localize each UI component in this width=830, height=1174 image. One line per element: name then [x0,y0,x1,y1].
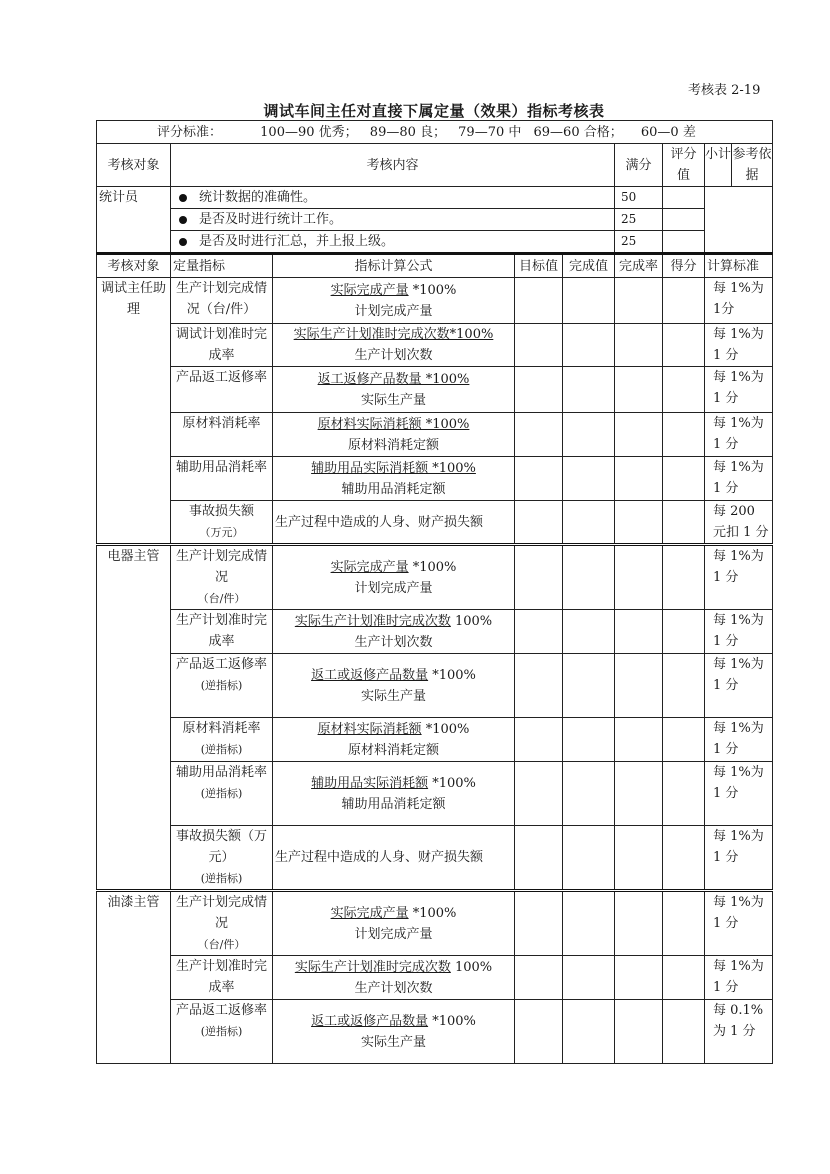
formula-fraction [295,611,492,653]
indicator-label: 产品返工返修率 [175,657,267,672]
indicator-note: (逆指标) [200,1025,243,1038]
indicator-name [171,762,273,826]
stat-item [171,231,615,254]
indicator-note: (逆指标) [200,787,243,800]
formula-multiplier: 100% [450,959,493,975]
actual-value [563,501,615,545]
form-number: 考核表 2-19 [688,83,761,98]
indicator-name [171,545,273,610]
formula-fraction [331,280,457,322]
grade-pass: 69—60 合格； [533,124,623,140]
target-value [515,457,563,501]
indicator-label: 原材料消耗率 [182,416,261,431]
formula [273,762,515,826]
completion-rate [615,1000,663,1064]
completion-rate [615,367,663,413]
header-subtotal: 小计 [705,147,732,162]
actual-value [563,1000,615,1064]
formula [273,1000,515,1064]
actual-value [563,762,615,826]
actual-value [563,654,615,718]
indicator-row [97,501,773,545]
formula-multiplier: *100% [408,559,457,575]
score-value [663,501,705,545]
stat-object: 统计员 [97,187,171,254]
bullet-icon [179,238,187,246]
formula-denominator: 生产计划次数 [354,634,433,650]
calc-standard: 每 1%为 1 分 [705,457,773,501]
header-reference: 参考依据 [731,144,772,186]
header-target: 目标值 [515,254,563,278]
indicator-row [97,457,773,501]
stat-item-text: 是否及时进行统计工作。 [199,212,343,227]
formula-fraction [331,903,457,945]
completion-rate [615,610,663,654]
bullet-icon [179,194,187,202]
formula-denominator: 计划完成产量 [354,303,433,319]
indicator-row [97,762,773,826]
score-value [663,324,705,367]
calc-standard: 每 200 元扣 1 分 [705,501,773,545]
indicator-label: 生产计划完成情况（台/件） [175,281,267,317]
formula-fraction [311,665,476,707]
score-value [663,891,705,956]
grade-poor: 60—0 差 [640,124,696,140]
stat-row [97,209,773,231]
indicator-label: 产品返工返修率 [175,1003,267,1018]
score-value [663,1000,705,1064]
formula-denominator: 辅助用品消耗定额 [341,481,446,497]
formula-numerator: 返工或返修产品数量 [311,1013,429,1029]
formula-fraction [318,369,470,411]
indicator-row [97,956,773,1000]
header-actual: 完成值 [563,254,615,278]
header-rate: 完成率 [615,254,663,278]
completion-rate [615,278,663,324]
completion-rate [615,762,663,826]
header-indicator: 定量指标 [171,254,273,278]
indicator-name [171,654,273,718]
indicator-label: 生产计划完成情况 [175,549,267,585]
target-value [515,1000,563,1064]
completion-rate [615,457,663,501]
formula-multiplier: 100% [450,613,493,629]
stat-item [171,187,615,209]
score-value [663,545,705,610]
indicator-row [97,278,773,324]
stat-score-value [663,187,705,209]
indicator-label: 辅助用品消耗率 [175,460,267,475]
actual-value [563,826,615,891]
formula-denominator: 生产计划次数 [354,980,433,996]
calc-standard: 每 1%为 1 分 [705,324,773,367]
stat-item [171,209,615,231]
indicator-row [97,718,773,762]
indicator-header-row [97,254,773,278]
formula-numerator: 实际生产计划准时完成次数 [294,613,451,629]
target-value [515,891,563,956]
indicator-label: 事故损失额（万元） [175,829,267,865]
header-formula: 指标计算公式 [273,254,515,278]
formula-denominator: 计划完成产量 [354,926,433,942]
indicator-label: 调试计划准时完成率 [175,327,267,363]
actual-value [563,413,615,457]
indicator-name [171,367,273,413]
stat-score: 25 [615,209,663,231]
formula [273,545,515,610]
score-value [663,278,705,324]
header-points: 得分 [663,254,705,278]
formula-multiplier: *100% [421,721,470,737]
target-value [515,718,563,762]
actual-value [563,718,615,762]
formula-fraction [311,458,476,500]
assessment-sheet [96,120,772,1064]
actual-value [563,545,615,610]
bullet-icon [179,216,187,224]
header-subtotal-ref [705,144,773,187]
formula [273,718,515,762]
formula-denominator: 计划完成产量 [354,580,433,596]
indicator-note: （万元） [199,526,244,539]
completion-rate [615,545,663,610]
completion-rate [615,501,663,545]
stat-score-value [663,231,705,254]
formula-fraction [311,1011,476,1053]
target-value [515,367,563,413]
calc-standard: 每 1%为 1 分 [705,891,773,956]
formula-numerator: 返工或返修产品数量 [311,667,429,683]
actual-value [563,324,615,367]
target-value [515,762,563,826]
target-value [515,413,563,457]
indicator-name [171,324,273,367]
actual-value [563,367,615,413]
indicator-note: (逆指标) [200,872,243,885]
completion-rate [615,891,663,956]
assessment-table [96,120,773,1064]
target-value [515,654,563,718]
score-value [663,826,705,891]
formula-denominator: 实际生产量 [360,1034,426,1050]
indicator-label: 产品返工返修率 [175,370,267,385]
indicator-row [97,826,773,891]
formula-fraction [311,773,476,815]
assessee-name: 油漆主管 [97,891,171,1064]
target-value [515,956,563,1000]
formula-numerator: 实际完成产量 [330,559,409,575]
indicator-name [171,278,273,324]
assessee-name: 调试主任助理 [97,278,171,545]
formula [273,278,515,324]
indicator-label: 原材料消耗率 [182,721,261,736]
formula-numerator: 实际完成产量 [330,282,409,298]
grade-excellent: 100—90 优秀； [260,124,358,140]
calc-standard: 每 1%为 1 分 [705,413,773,457]
indicator-note: （台/件） [197,592,246,605]
header-full-score: 满分 [615,144,663,187]
score-value [663,956,705,1000]
actual-value [563,278,615,324]
target-value [515,545,563,610]
formula-fraction [294,324,494,366]
completion-rate [615,324,663,367]
indicator-row [97,324,773,367]
page-title: 调试车间主任对直接下属定量（效果）指标考核表 [263,102,605,120]
formula-multiplier: *100% [428,775,476,791]
header-standard: 计算标准 [705,254,773,278]
actual-value [563,457,615,501]
calc-standard: 每 1%为 1 分 [705,654,773,718]
formula-multiplier: *100% [408,282,457,298]
indicator-name [171,826,273,891]
formula [273,457,515,501]
stat-score: 50 [615,187,663,209]
indicator-row [97,1000,773,1064]
formula-multiplier: *100% [408,905,457,921]
formula-multiplier: *100% [428,667,476,683]
formula-fraction [295,957,492,999]
score-value [663,654,705,718]
calc-standard: 每 1%为 1 分 [705,762,773,826]
formula-numerator: 实际生产计划准时完成次数 [294,959,451,975]
indicator-note: （台/件） [197,938,246,951]
grade-good: 89—80 良； [369,124,447,140]
formula [273,610,515,654]
formula-numerator: 实际完成产量 [330,905,409,921]
score-value [663,367,705,413]
formula-fraction [331,557,457,599]
actual-value [563,891,615,956]
indicator-name [171,610,273,654]
formula [273,367,515,413]
score-value [663,610,705,654]
score-value [663,718,705,762]
header-score-value: 评分值 [663,144,705,187]
formula-denominator: 实际生产量 [360,688,426,704]
score-value [663,413,705,457]
formula-numerator: 原材料实际消耗额 [317,721,422,737]
indicator-label: 生产计划完成情况 [175,895,267,931]
calc-standard: 每 0.1%为 1 分 [705,1000,773,1064]
stat-subtotal-ref [705,187,773,254]
score-value [663,762,705,826]
indicator-note: (逆指标) [200,679,243,692]
completion-rate [615,654,663,718]
score-value [663,457,705,501]
stat-row [97,187,773,209]
completion-rate [615,956,663,1000]
indicator-note: (逆指标) [200,743,243,756]
indicator-name [171,413,273,457]
calc-standard: 每 1%为 1 分 [705,718,773,762]
formula-denominator: 原材料消耗定额 [347,437,439,453]
header-object: 考核对象 [97,144,171,187]
formula-denominator: 实际生产量 [360,392,426,408]
indicator-row [97,654,773,718]
target-value [515,324,563,367]
formula-numerator: 实际生产计划准时完成次数*100% [293,327,494,342]
indicator-row [97,413,773,457]
target-value [515,501,563,545]
content-header-row [97,144,773,187]
grade-medium: 79—70 中 [458,124,522,140]
actual-value [563,610,615,654]
indicator-name [171,457,273,501]
formula [273,891,515,956]
target-value [515,610,563,654]
stat-score-value [663,209,705,231]
formula-numerator: 返工返修产品数量 *100% [317,371,470,387]
indicator-name [171,718,273,762]
completion-rate [615,718,663,762]
formula-numerator: 原材料实际消耗额 *100% [317,416,470,432]
formula-numerator: 辅助用品实际消耗额 [311,775,429,791]
stat-item-text: 统计数据的准确性。 [199,190,317,205]
target-value [515,826,563,891]
formula-text: 生产过程中造成的人身、财产损失额 [273,826,515,891]
indicator-row [97,545,773,610]
stat-row [97,231,773,254]
indicator-row [97,891,773,956]
formula-fraction [318,414,470,456]
indicator-label: 生产计划准时完成率 [175,613,267,649]
formula-numerator: 辅助用品实际消耗额 *100% [311,460,476,476]
stat-item-text: 是否及时进行汇总，并上报上级。 [199,234,395,249]
formula [273,654,515,718]
calc-standard: 每 1%为 1 分 [705,826,773,891]
indicator-name [171,1000,273,1064]
formula-denominator: 辅助用品消耗定额 [341,796,446,812]
grading-label: 评分标准： [157,124,223,140]
formula-denominator: 原材料消耗定额 [347,742,439,758]
formula-fraction [318,719,470,761]
indicator-name [171,956,273,1000]
indicator-label: 辅助用品消耗率 [175,765,267,780]
calc-standard: 每 1%为 1分 [705,278,773,324]
formula [273,956,515,1000]
header-object: 考核对象 [97,254,171,278]
calc-standard: 每 1%为 1 分 [705,545,773,610]
indicator-name [171,891,273,956]
header-content: 考核内容 [171,144,615,187]
formula-multiplier: *100% [428,1013,476,1029]
calc-standard: 每 1%为 1 分 [705,367,773,413]
stat-score: 25 [615,231,663,254]
calc-standard: 每 1%为 1 分 [705,956,773,1000]
target-value [515,278,563,324]
indicator-row [97,367,773,413]
indicator-label: 生产计划准时完成率 [175,959,267,995]
formula-text: 生产过程中造成的人身、财产损失额 [273,501,515,545]
grading-row [97,121,773,144]
formula [273,324,515,367]
assessee-name: 电器主管 [97,545,171,891]
formula [273,413,515,457]
calc-standard: 每 1%为 1 分 [705,610,773,654]
indicator-label: 事故损失额 [188,504,254,519]
indicator-row [97,610,773,654]
formula-denominator: 生产计划次数 [354,348,433,363]
completion-rate [615,413,663,457]
grading-standard [97,121,773,144]
completion-rate [615,826,663,891]
indicator-name [171,501,273,545]
actual-value [563,956,615,1000]
